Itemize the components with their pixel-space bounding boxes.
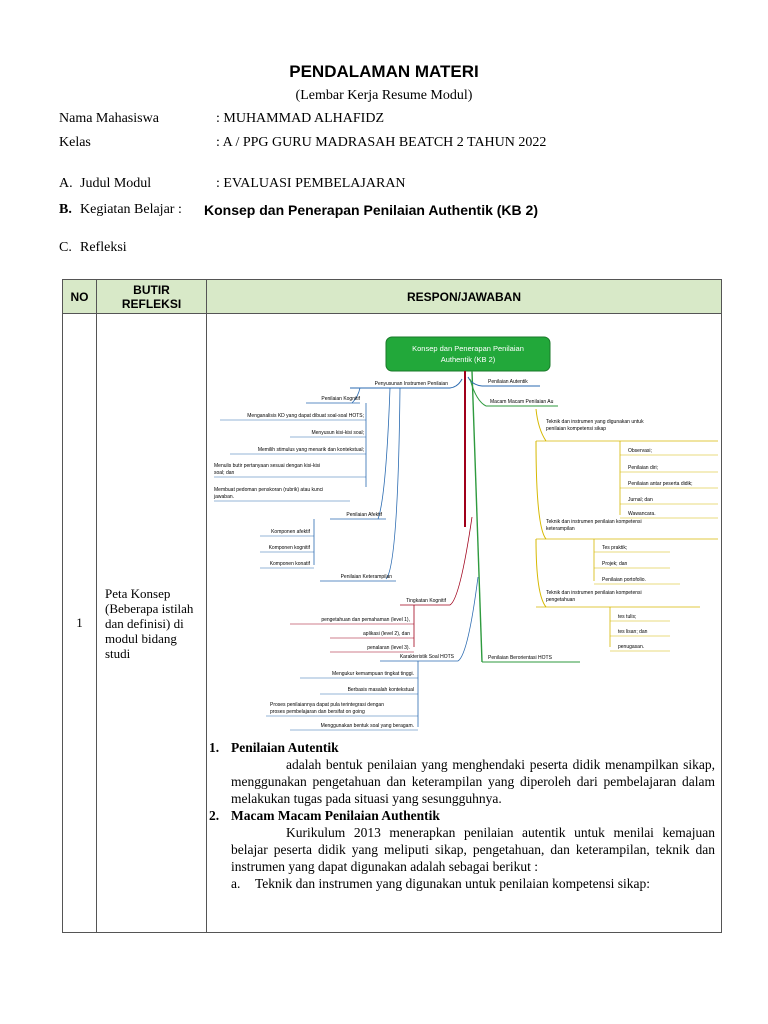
section-b-label: Kegiatan Belajar : xyxy=(80,202,182,217)
concept-map-karakteristik-items xyxy=(266,671,418,730)
concept-map-sikap-line2: penilaian kompetensi sikap xyxy=(546,426,607,432)
name-value: : MUHAMMAD ALHAFIDZ xyxy=(216,111,385,126)
concept-map-keterampilan-item: Penilaian portofolio. xyxy=(602,577,646,583)
concept-map-tingkatan-item: aplikasi (level 2), dan xyxy=(363,631,410,637)
concept-map-sikap-item: Wawancara. xyxy=(628,511,656,517)
answer-heading-1 xyxy=(209,739,715,756)
cell-butir: Peta Konsep (Beberapa istilah dan definisi) di modul bidang studi xyxy=(97,314,207,933)
answer-paragraph-2: Kurikulum 2013 menerapkan penilaian autentik untuk menilai kemajuan belajar peserta didik yang meliputi sikap, pengetahuan, dan keterampilan, teknik dan instrumen yang dapat digunakan adalah sebagai berikut : xyxy=(231,825,715,874)
concept-map-pengetahuan-line1: Teknik dan instrumen penilaian kompetensi xyxy=(546,590,642,596)
concept-map-karakteristik-item3-line2: proses pembelajaran dan bersifat on going xyxy=(270,709,365,715)
concept-map-center-node xyxy=(386,337,550,371)
section-a xyxy=(59,176,709,196)
concept-map-tingkatan-item: pengetahuan dan pemahaman (level 1), xyxy=(321,617,410,623)
section-a-letter: A. xyxy=(59,176,73,191)
concept-map-penilaian-autentik: Penilaian Autentik xyxy=(488,379,528,385)
answer-heading-2 xyxy=(209,807,715,824)
answer-heading-2-title: Macam Macam Penilaian Authentik xyxy=(231,808,440,823)
answer-subitem-a-text: Teknik dan instrumen yang digunakan untuk penilaian kompetensi sikap: xyxy=(255,876,650,891)
concept-map-kognitif-item4-line2: soal; dan xyxy=(214,470,235,476)
concept-map-hots: Penilaian Berorientasi HOTS xyxy=(488,655,552,661)
header-butir: BUTIR REFLEKSI xyxy=(97,280,207,314)
concept-map-karakteristik: Karakteristik Soal HOTS xyxy=(399,654,454,660)
concept-map-link-keterampilan xyxy=(536,441,546,539)
concept-map-link-sikap xyxy=(536,409,546,441)
concept-map-pengetahuan-item: penugasan. xyxy=(618,644,645,650)
concept-map-sikap-items xyxy=(620,448,718,518)
concept-map-center-line2: Authentik (KB 2) xyxy=(440,355,496,364)
concept-map-kognitif-items xyxy=(213,413,366,501)
concept-map-karakteristik-item: Mengukur kemampuan tingkat tinggi. xyxy=(332,671,414,677)
concept-map-afektif-item: Komponen afektif xyxy=(271,529,310,535)
concept-map-karakteristik-item: Berbasis masalah kontekstual xyxy=(347,687,414,693)
concept-map-pengetahuan-item: tes lisan; dan xyxy=(618,629,648,635)
answer-body xyxy=(209,739,715,892)
concept-map-afektif-item: Komponen kognitif xyxy=(268,545,310,551)
cell-respon xyxy=(207,314,722,933)
section-c-label: Refleksi xyxy=(80,240,127,255)
concept-map-afektif-items xyxy=(260,529,314,568)
cell-no: 1 xyxy=(63,314,97,933)
concept-map-kognitif: Penilaian Kognitif xyxy=(321,396,360,402)
concept-map-kognitif-item5-line2: jawaban. xyxy=(214,494,235,500)
concept-map-tingkatan: Tingkatan Kognitif xyxy=(406,598,446,604)
reflection-table xyxy=(62,279,722,933)
concept-map-sikap-item: Penilaian diri; xyxy=(628,465,659,471)
concept-map-link-penyusunan xyxy=(450,379,462,388)
section-c-letter: C. xyxy=(59,240,72,255)
concept-map-link-autentik xyxy=(468,377,482,386)
concept-map-pengetahuan-line2: pengetahuan xyxy=(546,597,576,603)
answer-heading-1-title: Penilaian Autentik xyxy=(231,740,339,755)
header-respon: RESPON/JAWABAN xyxy=(207,280,722,314)
page-subtitle: (Lembar Kerja Resume Modul) xyxy=(295,88,473,103)
concept-map-afektif-item: Komponen konatif xyxy=(269,561,310,567)
concept-map-karakteristik-item: Menggunakan bentuk soal yang beragam. xyxy=(320,723,414,729)
concept-map-tingkatan-items xyxy=(290,617,414,652)
concept-map-penyusunan: Penyusunan Instrumen Penilaian xyxy=(374,381,448,387)
concept-map-keterampilan-item: Tes praktik; xyxy=(602,545,628,551)
concept-map-sikap-item: Penilaian antar peserta didik; xyxy=(628,481,693,487)
concept-map-kognitif-item4-line1: Menulis butir pertanyaan sesuai dengan kisi-kisi xyxy=(214,463,321,469)
concept-map-kognitif-item: Memilih stimulus yang menarik dan kontekstual; xyxy=(257,447,364,453)
class-label: Kelas xyxy=(59,135,91,150)
class-value: : A / PPG GURU MADRASAH BEATCH 2 TAHUN 2022 xyxy=(216,135,547,150)
concept-map-pengetahuan-items xyxy=(610,614,670,651)
section-a-value: : EVALUASI PEMBELAJARAN xyxy=(216,176,406,191)
answer-heading-1-num: 1. xyxy=(209,740,220,755)
concept-map-sikap-item: Jurnal; dan xyxy=(628,497,653,503)
concept-map-pengetahuan-item: tes tulis; xyxy=(618,614,637,620)
name-label: Nama Mahasiswa xyxy=(59,111,159,126)
section-c xyxy=(59,240,709,260)
concept-map-center-line1: Konsep dan Penerapan Penilaian xyxy=(412,344,524,353)
name-row xyxy=(59,111,709,131)
concept-map-keterampilan-line1: Teknik dan instrumen penilaian kompetensi xyxy=(546,519,642,525)
concept-map-kognitif-item: Menganalisis KD yang dapat dibuat soal-soal HOTS; xyxy=(247,413,364,419)
class-row xyxy=(59,135,709,155)
concept-map xyxy=(210,317,718,731)
concept-map-keterampilan-item: Projek; dan xyxy=(602,561,628,567)
concept-map-sikap-item: Observasi; xyxy=(628,448,652,454)
page-title: PENDALAMAN MATERI xyxy=(289,62,479,81)
answer-subitem-a-letter: a. xyxy=(231,876,241,891)
table-header-row xyxy=(63,280,722,314)
concept-map-sikap-line1: Teknik dan instrumen yang digunakan untuk xyxy=(546,419,644,425)
section-a-label: Judul Modul xyxy=(80,176,152,191)
section-b xyxy=(59,202,709,222)
concept-map-tingkatan-item: penalaran (level 3). xyxy=(367,645,410,651)
concept-map-keterampilan-items xyxy=(594,545,680,584)
concept-map-kognitif-item5-line1: Membuat pedoman penskoran (rubrik) atau kunci xyxy=(214,487,324,493)
table-row xyxy=(63,314,722,933)
concept-map-keterampilan-line2: keterampilan xyxy=(546,526,575,532)
answer-subitem-a xyxy=(231,875,715,892)
concept-map-karakteristik-item3-line1: Proses penilaiannya dapat pula terintegrasi dengan xyxy=(270,702,384,708)
concept-map-afektif: Penilaian Afektif xyxy=(346,512,382,518)
concept-map-stem-green xyxy=(472,371,482,662)
answer-heading-2-num: 2. xyxy=(209,808,220,823)
concept-map-kognitif-item: Menyusun kisi-kisi soal; xyxy=(311,430,364,436)
answer-paragraph-1: adalah bentuk penilaian yang menghendaki peserta didik menampilkan sikap, menggunakan pengetahuan dan keterampilan yang diperoleh dari pembelajaran dalam melakukan tugas pada situasi yang sesungguhnya. xyxy=(231,757,715,806)
section-b-value: Konsep dan Penerapan Penilaian Authentik (KB 2) xyxy=(204,202,538,218)
concept-map-macam: Macam Macam Penilaian Au xyxy=(490,399,554,405)
header-no: NO xyxy=(63,280,97,314)
concept-map-keterampilan-left: Penilaian Keterampilan xyxy=(340,574,392,580)
section-b-letter: B. xyxy=(59,202,72,217)
concept-map-link-pengetahuan xyxy=(536,539,546,607)
